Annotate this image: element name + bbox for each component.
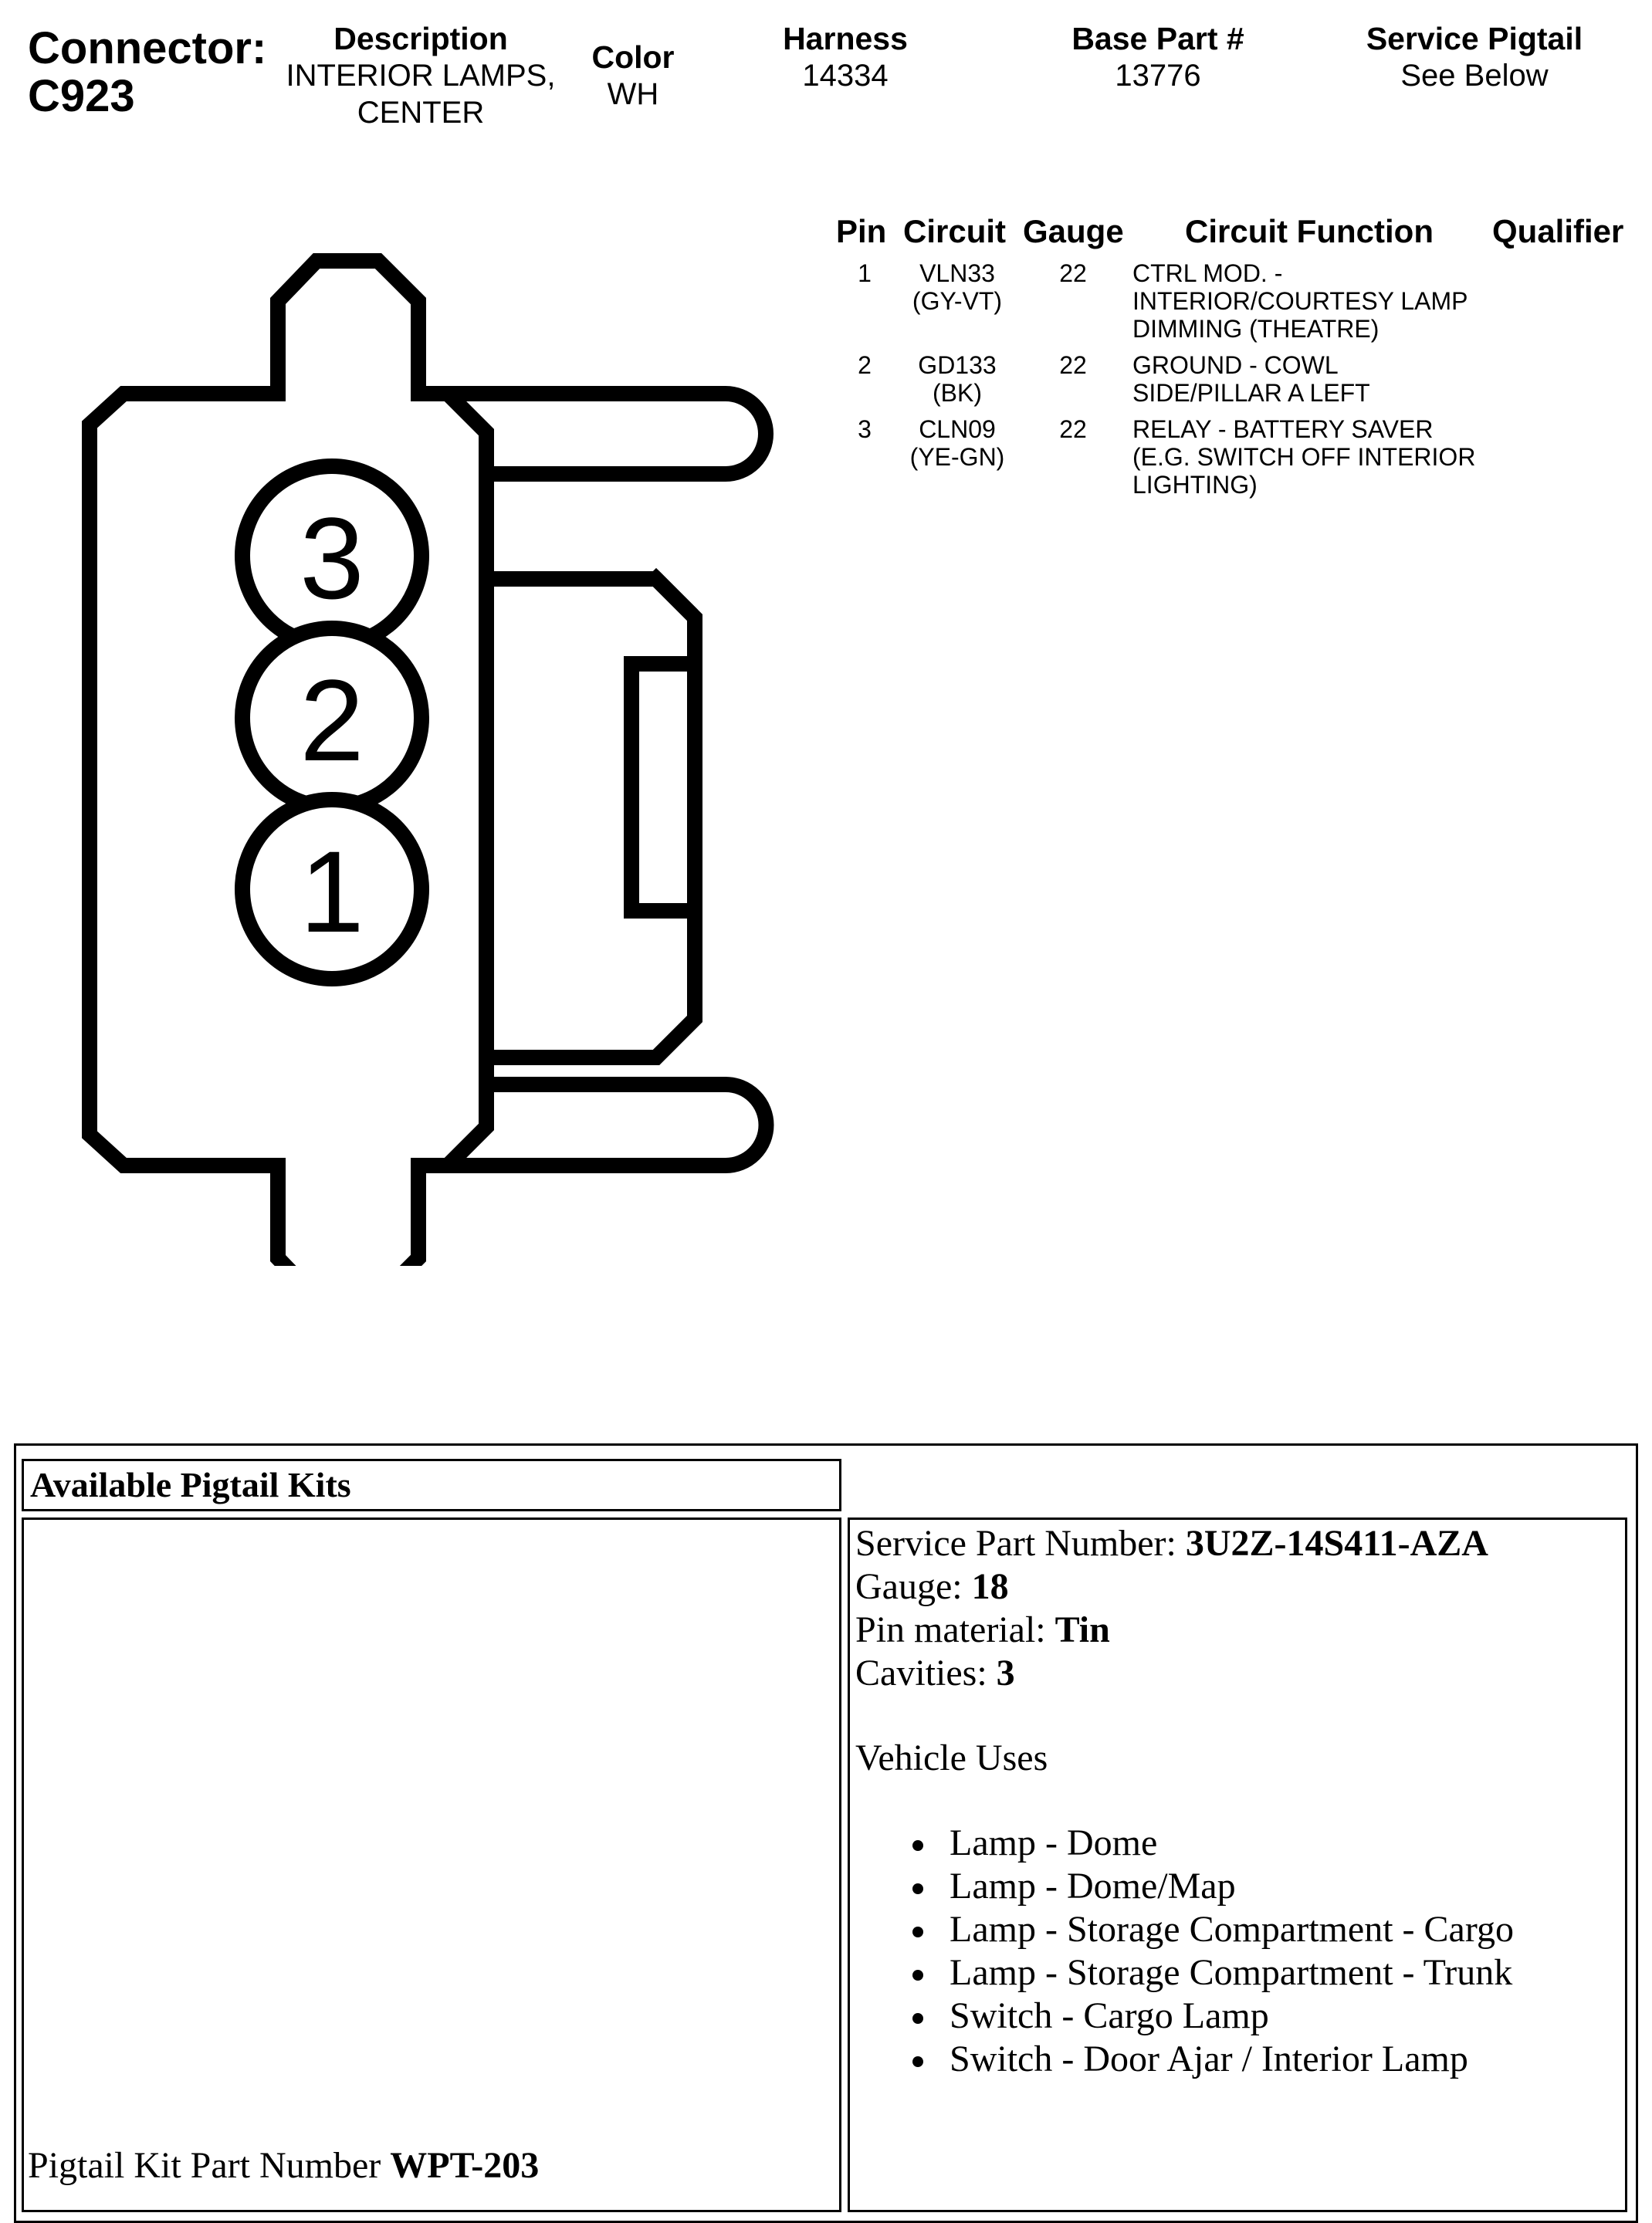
wire-color: (GY-VT)	[912, 287, 1003, 315]
function-line: SIDE/PILLAR A LEFT	[1132, 379, 1370, 407]
circuit-id: GD133	[918, 351, 997, 379]
pin-number: 1	[858, 259, 872, 287]
pin-3-label: 3	[300, 493, 364, 623]
connector-face-diagram	[46, 247, 787, 1266]
service-pigtail-column	[1328, 20, 1621, 94]
description-line-2: CENTER	[357, 96, 485, 130]
kit-part-value: WPT-203	[390, 2145, 540, 2186]
cavities	[855, 1652, 1015, 1695]
pigtail-kits-title: Available Pigtail Kits	[22, 1459, 841, 1511]
service-part-number	[855, 1522, 1488, 1565]
bullet-icon	[912, 1970, 923, 1981]
bullet-icon	[912, 1840, 923, 1851]
harness-heading: Harness	[783, 21, 908, 56]
function-cell	[1132, 415, 1565, 499]
gauge-header: Gauge	[1023, 213, 1124, 249]
wire-color: (YE-GN)	[909, 443, 1005, 471]
service-part-value: 3U2Z-14S411-AZA	[1185, 1523, 1488, 1564]
description-heading: Description	[333, 21, 508, 56]
color-column	[564, 39, 702, 113]
gauge-cell: 22	[1059, 259, 1087, 287]
pigtail-image-cell	[22, 1518, 841, 2212]
circuit-cell	[888, 415, 1027, 471]
description-line-1: INTERIOR LAMPS,	[286, 59, 556, 93]
function-cell	[1132, 351, 1565, 407]
vehicle-use-text: Lamp - Dome/Map	[950, 1866, 1236, 1907]
base-part-value: 13776	[1115, 59, 1201, 93]
circuit-id: CLN09	[919, 415, 996, 443]
harness-column	[741, 20, 950, 94]
connector-id: C923	[28, 71, 135, 121]
vehicle-uses-heading: Vehicle Uses	[855, 1737, 1048, 1778]
cavities-label: Cavities:	[855, 1653, 997, 1693]
kit-gauge-label: Gauge:	[855, 1566, 972, 1607]
pin-2-label: 2	[300, 655, 364, 785]
kit-gauge	[855, 1565, 1009, 1609]
wire-color: (BK)	[933, 379, 982, 407]
list-item	[903, 1908, 1514, 1951]
service-pigtail-value: See Below	[1400, 59, 1549, 93]
base-part-heading: Base Part #	[1071, 21, 1244, 56]
lower-latch-tab	[448, 1084, 767, 1166]
function-cell	[1132, 259, 1565, 343]
vehicle-use-text: Lamp - Dome	[950, 1822, 1158, 1863]
lock-arm-inner	[656, 579, 687, 610]
harness-value: 14334	[802, 59, 889, 93]
circuit-function-header: Circuit Function	[1185, 213, 1434, 249]
vehicle-use-text: Lamp - Storage Compartment - Cargo	[950, 1909, 1514, 1950]
lock-ramp	[631, 664, 695, 911]
gauge-cell: 22	[1059, 351, 1087, 379]
vehicle-use-text: Switch - Cargo Lamp	[950, 1995, 1269, 2036]
function-line: (E.G. SWITCH OFF INTERIOR	[1132, 443, 1476, 471]
vehicle-uses-list	[903, 1822, 1514, 2081]
function-line: DIMMING (THEATRE)	[1132, 315, 1379, 343]
base-part-column	[1027, 20, 1289, 94]
qualifier-header: Qualifier	[1492, 213, 1624, 249]
service-part-label: Service Part Number:	[855, 1523, 1186, 1564]
vehicle-use-text: Lamp - Storage Compartment - Trunk	[950, 1952, 1513, 1993]
pin-material	[855, 1609, 1110, 1652]
connector-heading	[28, 25, 266, 120]
pin-material-label: Pin material:	[855, 1609, 1055, 1650]
pin-material-value: Tin	[1055, 1609, 1110, 1650]
function-line: RELAY - BATTERY SAVER	[1132, 415, 1434, 443]
list-item	[903, 1995, 1514, 2038]
pin-number: 2	[858, 351, 872, 379]
list-item	[903, 1865, 1514, 1908]
pin-number: 3	[858, 415, 872, 443]
function-line: LIGHTING)	[1132, 471, 1258, 499]
upper-latch-tab	[448, 394, 766, 474]
circuit-header: Circuit	[903, 213, 1007, 249]
function-line: CTRL MOD. -	[1132, 259, 1283, 287]
list-item	[903, 1822, 1514, 1865]
gauge-cell: 22	[1059, 415, 1087, 443]
color-value: WH	[607, 77, 659, 111]
vehicle-use-text: Switch - Door Ajar / Interior Lamp	[950, 2039, 1468, 2079]
bullet-icon	[912, 1883, 923, 1894]
service-pigtail-heading: Service Pigtail	[1366, 21, 1583, 56]
function-line: INTERIOR/COURTESY LAMP	[1132, 287, 1468, 315]
bullet-icon	[912, 1927, 923, 1937]
kit-gauge-value: 18	[971, 1566, 1009, 1607]
description-column	[270, 20, 571, 131]
kit-part-number	[28, 2144, 539, 2187]
connector-label: Connector:	[28, 23, 267, 73]
list-item	[903, 2038, 1514, 2081]
circuit-id: VLN33	[919, 259, 995, 287]
bullet-icon	[912, 2013, 923, 2024]
list-item	[903, 1951, 1514, 1995]
color-heading: Color	[591, 39, 675, 75]
circuit-cell	[888, 351, 1027, 407]
function-line: GROUND - COWL	[1132, 351, 1339, 379]
pin-1-label: 1	[300, 827, 364, 956]
cavities-value: 3	[996, 1653, 1015, 1693]
circuit-cell	[888, 259, 1027, 315]
bullet-icon	[912, 2056, 923, 2067]
kit-part-label: Pigtail Kit Part Number	[28, 2145, 391, 2186]
pin-header: Pin	[836, 213, 887, 249]
lock-arm	[486, 579, 695, 1057]
